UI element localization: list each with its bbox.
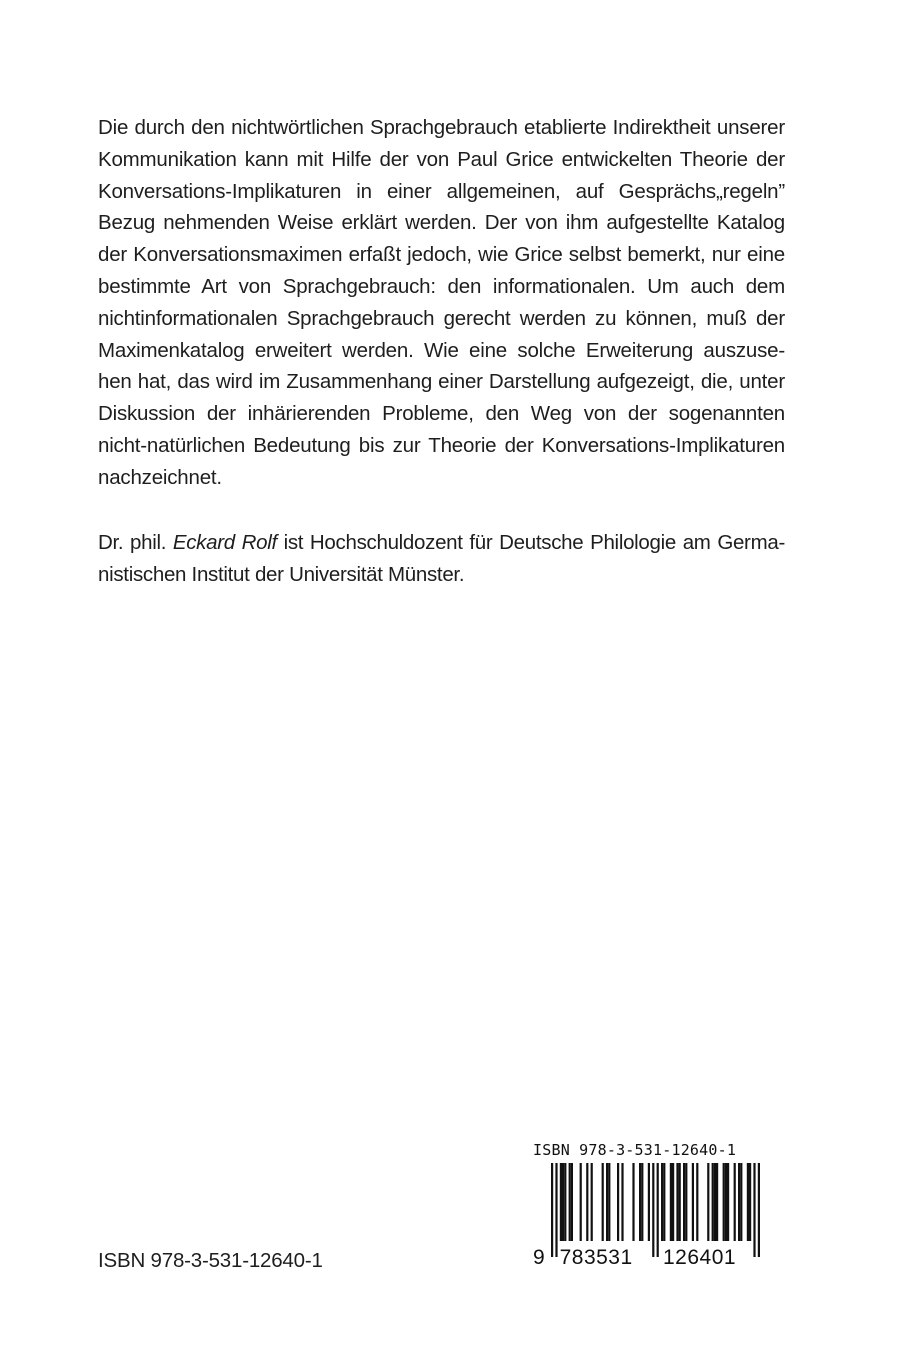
barcode-bar (679, 1163, 681, 1241)
blurb-text (98, 112, 785, 494)
barcode-bar (569, 1163, 571, 1241)
author-bio-line (98, 527, 785, 559)
barcode-bar (571, 1163, 573, 1241)
blurb-line: Konversations-Implikaturen in einer allgemeinen, auf Gesprächs„regeln” (98, 179, 785, 203)
barcode-bar (617, 1163, 619, 1241)
barcode-bar (555, 1163, 557, 1257)
author-bio-line: nistischen Institut der Universität Münster. (98, 562, 465, 586)
blurb-line: Die durch den nichtwörtlichen Sprachgebrauch etablierte Indirektheit unserer (98, 116, 785, 139)
barcode-bar (580, 1163, 582, 1241)
author-bio-rest: ist Hochschuldozent für Deutsche Philologie am Germa- (276, 531, 785, 554)
blurb-line: Kommunikation kann mit Hilfe der von Paul Grice entwickelten Theorie der (98, 147, 785, 171)
barcode-bar (661, 1163, 663, 1241)
barcode-bar (663, 1163, 665, 1241)
barcode-bar (551, 1163, 553, 1257)
barcode-bar (641, 1163, 643, 1241)
barcode-bar (670, 1163, 672, 1241)
barcode-right-digits: 126401 (663, 1246, 737, 1269)
blurb-line: der Konversationsmaximen erfaßt jedoch, wie Grice selbst bemerkt, nur eine (98, 243, 785, 267)
barcode-bar (639, 1163, 641, 1241)
barcode-bar (727, 1163, 729, 1241)
blurb-line: Maximenkatalog erweitert werden. Wie eine solche Erweiterung auszuse- (98, 338, 785, 362)
barcode-bar (749, 1163, 751, 1241)
barcode-bar (564, 1163, 566, 1241)
barcode-bar (714, 1163, 716, 1241)
barcode-bar (685, 1163, 687, 1241)
barcode-bar (606, 1163, 608, 1241)
barcode-bar (734, 1163, 736, 1241)
barcode-bar (632, 1163, 634, 1241)
barcode-bar (683, 1163, 685, 1241)
barcode-first-digit: 9 (533, 1246, 546, 1269)
barcode-left-digits: 783531 (559, 1246, 633, 1269)
barcode-bar (562, 1163, 564, 1241)
blurb-line: nichtinformationalen Sprachgebrauch gerecht werden zu können, muß der (98, 306, 785, 330)
barcode-bar (753, 1163, 755, 1257)
barcode-bar (747, 1163, 749, 1241)
barcode-bar (692, 1163, 694, 1241)
barcode-bar (621, 1163, 623, 1241)
barcode-bar (716, 1163, 718, 1241)
barcode-bar (672, 1163, 674, 1241)
barcode-bar (657, 1163, 659, 1257)
barcode-bar (560, 1163, 562, 1241)
blurb-line: nicht-natürlichen Bedeutung bis zur Theorie der Konversations-Implikaturen (98, 433, 785, 457)
barcode-bar (591, 1163, 593, 1241)
barcode-bar (740, 1163, 742, 1241)
author-name: Eckard Rolf (172, 531, 277, 554)
barcode-isbn-label: ISBN 978-3-531-12640-1 (533, 1141, 737, 1159)
blurb-line: hen hat, das wird im Zusammenhang einer Darstellung aufgezeigt, die, unter (98, 370, 785, 394)
blurb-line: bestimmte Art von Sprachgebrauch: den informationalen. Um auch dem (98, 274, 785, 298)
author-title: Dr. phil. (98, 531, 173, 554)
barcode-bar (652, 1163, 654, 1257)
barcode-bar (696, 1163, 698, 1241)
barcode-bar (608, 1163, 610, 1241)
isbn-text: ISBN 978-3-531-12640-1 (98, 1249, 323, 1272)
barcode-bar (707, 1163, 709, 1241)
author-bio (98, 527, 785, 591)
barcode-bar (725, 1163, 727, 1241)
barcode-bar (648, 1163, 650, 1241)
barcode (521, 1141, 761, 1287)
blurb-line: Bezug nehmenden Weise erklärt werden. Der von ihm aufgestellte Katalog (98, 211, 785, 235)
barcode-bar (738, 1163, 740, 1241)
blurb-line: Diskussion der inhärierenden Probleme, den Weg von der sogenannten (98, 402, 785, 426)
blurb-line: nachzeichnet. (98, 465, 222, 489)
barcode-bar (758, 1163, 760, 1257)
barcode-bar (676, 1163, 678, 1241)
barcode-bar (712, 1163, 714, 1241)
barcode-bar (586, 1163, 588, 1241)
barcode-bar (723, 1163, 725, 1241)
barcode-bar (602, 1163, 604, 1241)
